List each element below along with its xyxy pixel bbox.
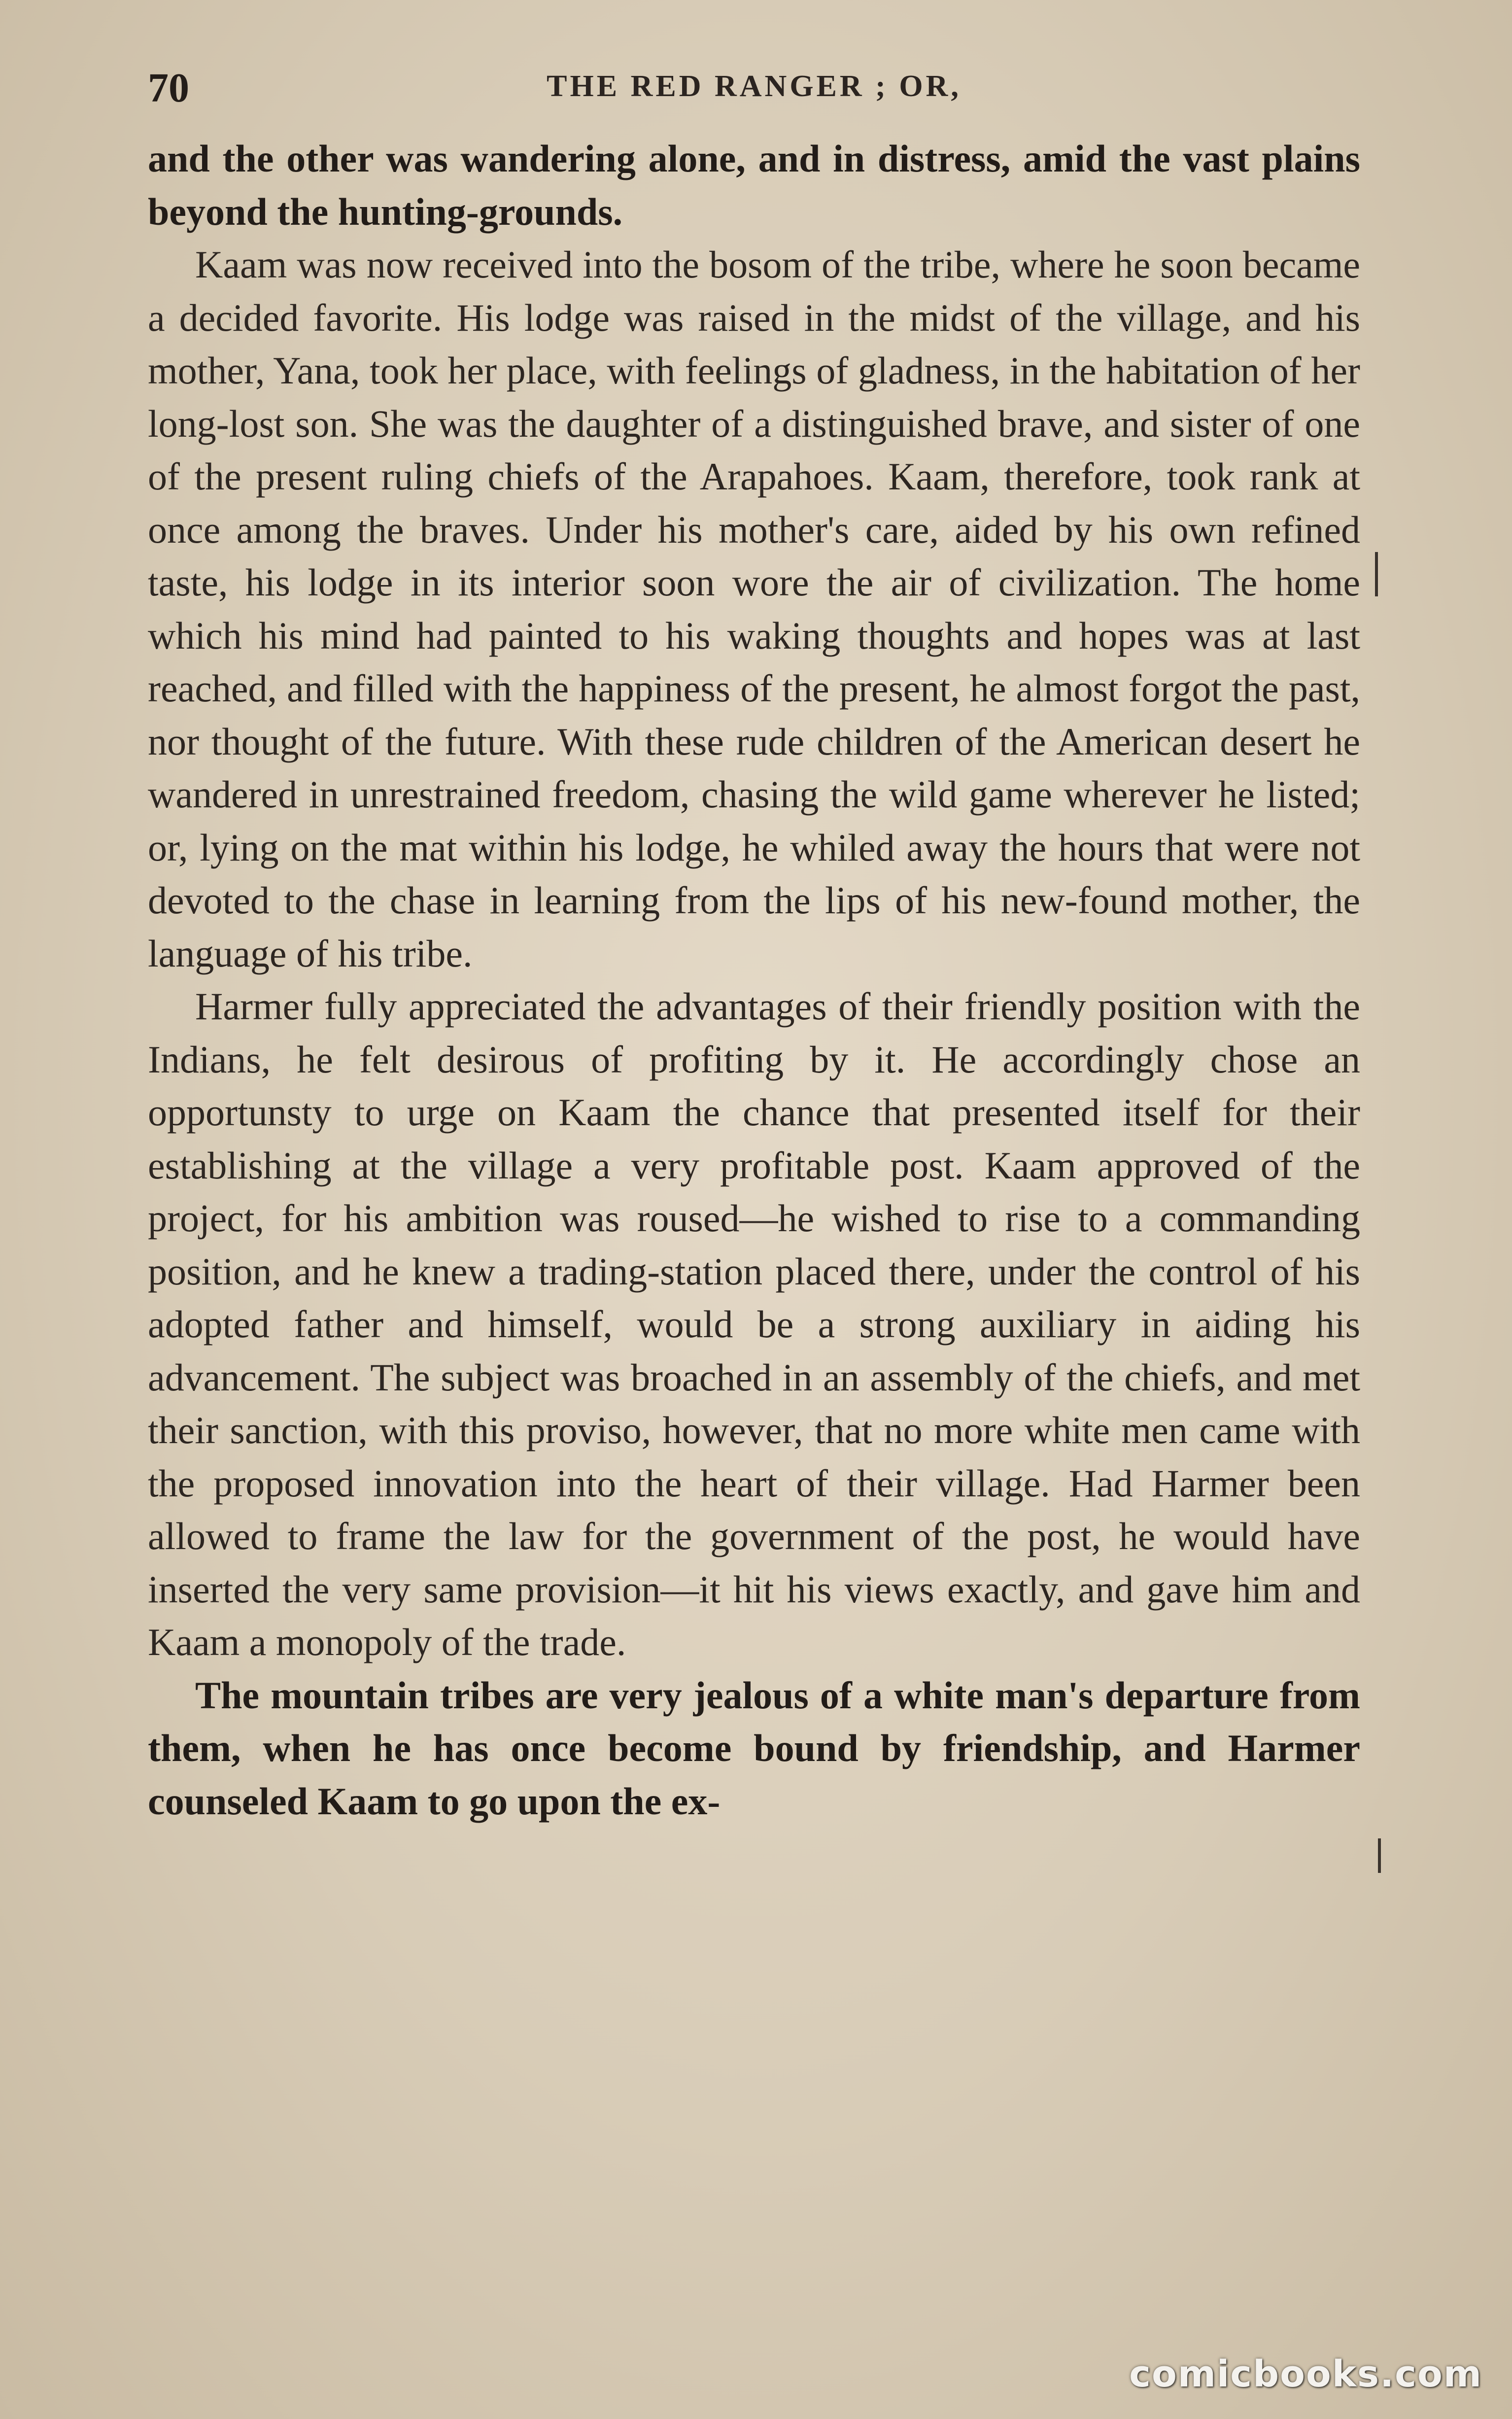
page-number: 70 xyxy=(148,65,189,111)
margin-mark-lower xyxy=(1378,1838,1381,1873)
watermark-logo: comicbooks.com xyxy=(1129,2353,1482,2395)
body-text xyxy=(148,132,1360,1828)
paragraph-3: Harmer fully appreciated the advantages of their friendly position with the Indians, he felt desirous of profiting by it. He accordingly chose an opportunsty to urge on Kaam the chance that presented itself for their establishing at the village a very profitable post. Kaam approved of the project, for his ambition was roused—he wished to rise to a commanding position, and he knew a trading-station placed there, under the control of his adopted father and himself, would be a strong auxiliary in aiding his advancement. The subject was broached in an assembly of the chiefs, and met their sanction, with this proviso, however, that no more white men came with the proposed innovation into the heart of their village. Had Harmer been allowed to frame the law for the government of the post, he would have inserted the very same provision—it hit his views exactly, and gave him and Kaam a monopoly of the trade. xyxy=(148,985,1360,1663)
paragraph-1: and the other was wandering alone, and in distress, amid the vast plains beyond the hunting-grounds. xyxy=(148,137,1360,233)
page-header xyxy=(148,59,1360,118)
paragraph-2: Kaam was now received into the bosom of the tribe, where he soon became a decided favorite. His lodge was raised in the midst of the village, and his mother, Yana, took her place, with feelings of gladness, in the habitation of her long-lost son. She was the daughter of a distinguished brave, and sister of one of the present ruling chiefs of the Arapahoes. Kaam, therefore, took rank at once among the braves. Under his mother's care, aided by his own refined taste, his lodge in its interior soon wore the air of civilization. The home which his mind had painted to his waking thoughts and hopes was at last reached, and filled with the happiness of the present, he almost forgot the past, nor thought of the future. With these rude children of the American desert he wandered in unrestrained freedom, chasing the wild game wherever he listed; or, lying on the mat within his lodge, he whiled away the hours that were not devoted to the chase in learning from the lips of his new-found mother, the language of his tribe. xyxy=(148,243,1360,975)
running-title: THE RED RANGER ; OR, xyxy=(547,69,962,103)
margin-mark-upper xyxy=(1375,552,1378,596)
paragraph-4: The mountain tribes are very jealous of a white man's departure from them, when he has once become bound by friendship, and Harmer counseled Kaam to go upon the ex- xyxy=(148,1673,1360,1823)
